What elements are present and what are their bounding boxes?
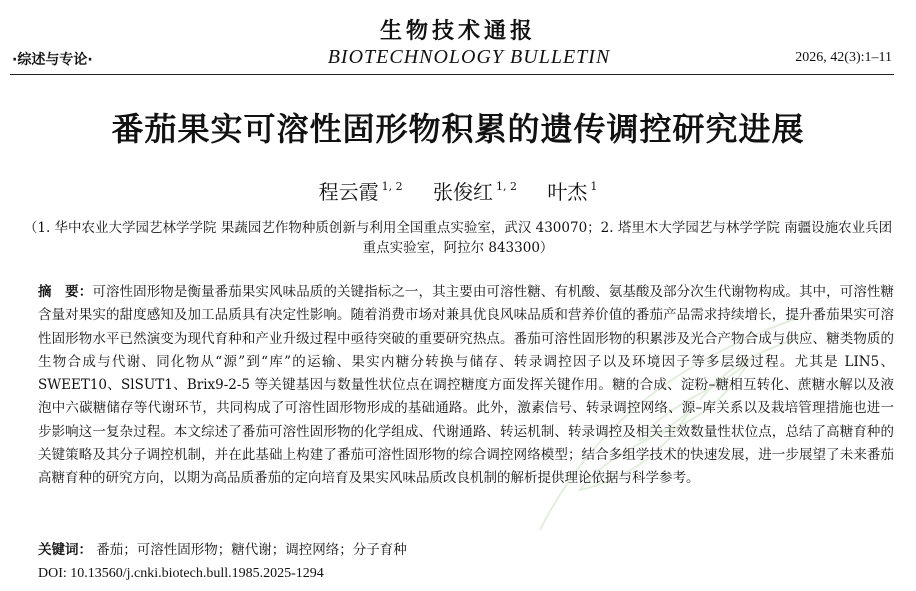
affiliations: （1. 华中农业大学园艺林学学院 果蔬园艺作物种质创新与利用全国重点实验室，武汉 430070；2. 塔里木大学园艺与林学学院 南疆设施农业兵团重点实验室，阿拉尔 843300） bbox=[23, 220, 893, 256]
author-1 bbox=[319, 176, 403, 205]
author-name: 叶杰 bbox=[547, 180, 588, 204]
header-rule bbox=[10, 74, 894, 75]
section-tag: ·综述与专论· bbox=[12, 52, 93, 68]
keywords-label: 关键词： bbox=[38, 542, 92, 558]
author-affil-marker: 1, 2 bbox=[381, 180, 403, 193]
journal-name-cn: 生物技术通报 bbox=[379, 18, 536, 44]
abstract bbox=[38, 281, 894, 491]
author-3 bbox=[547, 176, 597, 205]
journal-header bbox=[12, 46, 892, 70]
author-name: 张俊红 bbox=[433, 180, 493, 204]
author-name: 程云霞 bbox=[318, 180, 379, 204]
doi: DOI: 10.13560/j.cnki.biotech.bull.1985.2025-1294 bbox=[38, 566, 324, 581]
author-2 bbox=[433, 176, 517, 205]
author-affil-marker: 1 bbox=[590, 180, 598, 193]
keywords-text: 番茄；可溶性固形物；糖代谢；调控网络；分子育种 bbox=[96, 542, 407, 558]
keywords bbox=[38, 538, 894, 558]
author-affil-marker: 1, 2 bbox=[496, 180, 517, 193]
abstract-text: 可溶性固形物是衡量番茄果实风味品质的关键指标之一，其主要由可溶性糖、有机酸、氨基酸及部分次生代谢物构成。其中，可溶性糖含量对果实的甜度感知及加工品质具有决定性影响。随着消费市场对兼具优良风味品质和营养价值的番茄产品需求持续增长，提升番茄果实可溶性固形物水平已然演变为现代育种和产业升级过程中亟待突破的重要研究热点。番茄可溶性固形物的积累涉及光合产物合成与供应、糖类物质的生物合成与代谢、同化物从“源”到“库”的运输、果实内糖分转换与储存、转录调控因子以及环境因子等多层级过程。尤其是 LIN5、SWEET10、SlSUT1、Brix9-2-5 等关键基因与数量性状位点在调控糖度方面发挥关键作用。糖的合成、淀粉–糖相互转化、蔗糖水解以及液泡中六碳糖储存等代谢环节，共同构成了可溶性固形物形成的基础通路。此外，激素信号、转录调控网络、源–库关系以及栽培管理措施也进一步影响这一复杂过程。本文综述了番茄可溶性固形物的化学组成、代谢通路、转运机制、转录调控及相关主效数量性状位点，总结了高糖育种的关键策略及其分子调控机制，并在此基础上构建了番茄可溶性固形物的综合调控网络模型；结合多组学技术的快速发展，进一步展望了未来番茄高糖育种的研究方向，以期为高品质番茄的定向培育及果实风味品质改良机制的解析提供理论依据与科学参考。 bbox=[38, 284, 895, 487]
abstract-label: 摘 要： bbox=[38, 284, 93, 300]
citation: 2026, 42(3):1–11 bbox=[795, 50, 892, 65]
journal-name-en: BIOTECHNOLOGY BULLETIN bbox=[327, 46, 611, 68]
article-title: 番茄果实可溶性固形物积累的遗传调控研究进展 bbox=[111, 110, 805, 148]
author-list bbox=[0, 176, 916, 205]
